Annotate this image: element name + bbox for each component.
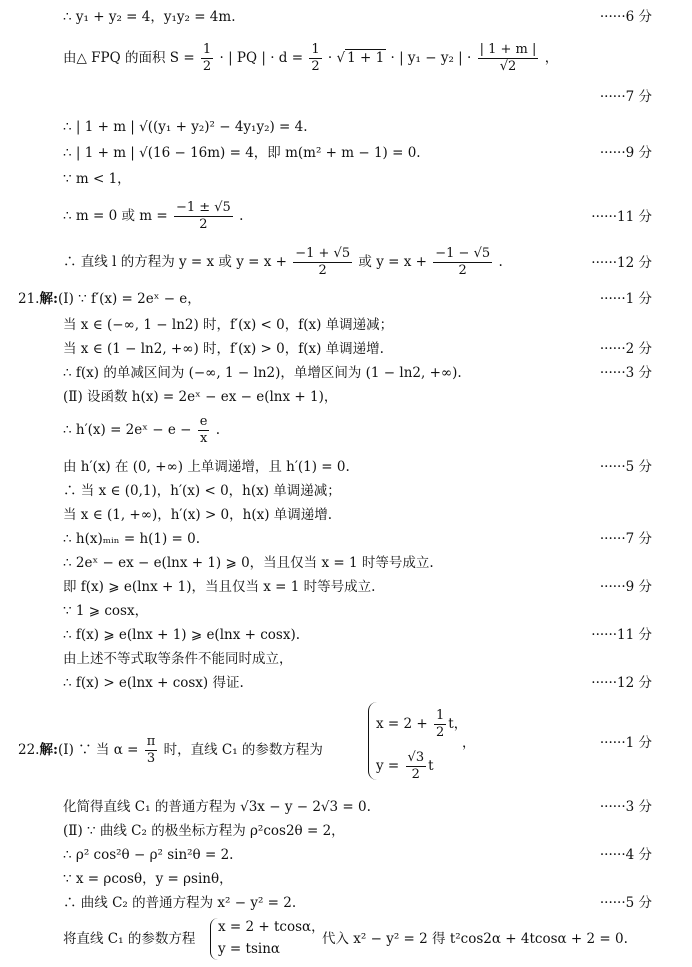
math-text: ∴ 直线 l 的方程为 y = x 或 y = x + xyxy=(63,254,287,270)
math-line: 当 x ∈ (−∞, 1 − ln2) 时，f′(x) < 0，f(x) 单调递减； xyxy=(63,317,394,333)
answer-label: 解: xyxy=(39,742,58,758)
math-text: · | PQ | · d = xyxy=(219,50,304,66)
math-line: ∴ f(x) > e(lnx + cosx) 得证. xyxy=(63,675,244,691)
score-mark: ······7 分 xyxy=(599,89,652,105)
math-line xyxy=(63,246,503,279)
fraction: $\frac{1}{2}$ xyxy=(311,42,320,74)
fraction: $\frac{| 1 + m |}{√2}$ xyxy=(479,42,537,74)
math-line: 由 h′(x) 在 (0, +∞) 上单调递增，且 h′(1) = 0. xyxy=(63,459,350,475)
score-mark: ······6 分 xyxy=(599,9,652,25)
math-line: 代入 x² − y² = 2 得 t²cos2α + 4tcosα + 2 = 0. xyxy=(322,931,628,947)
equation-row: x = 2 + tcosα， xyxy=(218,919,325,935)
system-brace xyxy=(210,918,218,960)
question-22 xyxy=(18,734,323,767)
fraction: $\frac{1}{2}$ xyxy=(202,42,212,74)
math-text: . xyxy=(215,422,221,438)
math-line: 化简得直线 C₁ 的普通方程为 √3x − y − 2√3 = 0. xyxy=(63,799,371,815)
score-mark: ······3 分 xyxy=(599,799,652,815)
fraction: $\frac{e}{x}$ xyxy=(199,414,208,446)
math-line: ∴ f(x) ⩾ e(lnx + 1) ⩾ e(lnx + cosx). xyxy=(63,627,301,643)
equation-row: y = tsinα xyxy=(218,941,281,957)
equation-row: y = $\frac{√3}{2}$ t xyxy=(376,750,434,782)
math-line: 由上述不等式取等条件不能同时成立， xyxy=(63,651,293,667)
math-line: ∴ f(x) 的单减区间为 (−∞, 1 − ln2)，单增区间为 (1 − ln2, +∞). xyxy=(63,365,462,381)
math-text: ∴ h′(x) = 2eˣ − e − xyxy=(63,422,192,438)
score-mark: ······1 分 xyxy=(599,291,652,307)
fraction: $\frac{\pi}{3}$ xyxy=(146,734,156,766)
math-line: ∴ ρ² cos²θ − ρ² sin²θ = 2. xyxy=(63,847,234,863)
score-mark: ······12 分 xyxy=(591,675,652,691)
math-text: (Ⅰ) ∵ 当 α = xyxy=(57,742,139,758)
fraction: $\frac{1}{2}$ xyxy=(436,708,445,740)
math-line: 由△ FPQ 的面积 S = $\frac{1}{2}$ · | PQ | · d = $\frac{1}{2}$ · √ 1 + 1 · | y₁ − y₂ | · $\frac{| 1 + m |}{√2}$ ， xyxy=(63,42,559,74)
answer-label: 解: xyxy=(39,291,58,307)
math-line: 当 x ∈ (1 − ln2, +∞) 时，f′(x) > 0，f(x) 单调递增. xyxy=(63,341,384,357)
score-mark: ······5 分 xyxy=(599,459,652,475)
math-line: ∴ y₁ + y₂ = 4，y₁y₂ = 4m. xyxy=(63,9,236,25)
math-line xyxy=(63,200,243,233)
math-line: ∴ 2eˣ − ex − e(lnx + 1) ⩾ 0，当且仅当 x = 1 时等号成立. xyxy=(63,555,434,571)
question-number: 22. xyxy=(18,742,40,758)
math-text: · xyxy=(327,50,333,66)
score-mark: ······2 分 xyxy=(599,341,652,357)
score-mark: ······9 分 xyxy=(599,145,652,161)
math-line: (Ⅱ) 设函数 h(x) = 2eˣ − ex − e(lnx + 1)， xyxy=(63,389,338,405)
math-text: ， xyxy=(544,50,559,66)
math-line: ∵ 1 ⩾ cosx， xyxy=(63,603,149,619)
equation-row: x = 2 + $\frac{1}{2}$ t， xyxy=(376,708,468,740)
score-mark: ······1 分 xyxy=(599,735,652,751)
math-text: . xyxy=(239,208,244,224)
question-21 xyxy=(18,290,201,308)
score-mark: ······5 分 xyxy=(599,895,652,911)
math-line: 当 x ∈ (1, +∞)，h′(x) > 0，h(x) 单调递增. xyxy=(63,507,333,523)
math-line xyxy=(63,414,220,447)
math-text: ∴ m = 0 或 m = xyxy=(63,208,168,224)
score-mark: ······9 分 xyxy=(599,579,652,595)
math-text: ， xyxy=(462,735,476,751)
fraction: $\frac{-1 + √5}{2}$ xyxy=(295,246,351,278)
math-text: (Ⅰ) ∵ f′(x) = 2eˣ − e， xyxy=(57,291,201,307)
score-mark: ······11 分 xyxy=(591,209,652,225)
math-line: ∴ | 1 + m | √(16 − 16m) = 4，即 m(m² + m − 1) = 0. xyxy=(63,145,421,161)
fraction: $\frac{√3}{2}$ xyxy=(407,750,425,782)
score-mark: ······3 分 xyxy=(599,365,652,381)
math-text: 由△ FPQ 的面积 S = xyxy=(63,50,195,66)
fraction: $\frac{-1 - √5}{2}$ xyxy=(435,246,491,278)
math-line: (Ⅱ) ∵ 曲线 C₂ 的极坐标方程为 ρ²cos2θ = 2， xyxy=(63,823,345,839)
math-line: ∴ 当 x ∈ (0,1)，h′(x) < 0，h(x) 单调递减； xyxy=(63,483,341,499)
score-mark: ······11 分 xyxy=(591,627,652,643)
math-text: 将直线 C₁ 的参数方程 xyxy=(63,931,196,947)
math-text: 时，直线 C₁ 的参数方程为 xyxy=(163,742,323,758)
score-mark: ······12 分 xyxy=(591,255,652,271)
math-line: ∴ h(x)ₘᵢₙ = h(1) = 0. xyxy=(63,531,201,547)
score-mark: ······7 分 xyxy=(599,531,652,547)
math-text: 或 y = x + xyxy=(358,254,427,270)
math-line: 即 f(x) ⩾ e(lnx + 1)，当且仅当 x = 1 时等号成立. xyxy=(63,579,376,595)
math-line: ∴ 曲线 C₂ 的普通方程为 x² − y² = 2. xyxy=(63,895,297,911)
math-line: ∴ | 1 + m | √((y₁ + y₂)² − 4y₁y₂) = 4. xyxy=(63,119,308,135)
math-line: ∵ x = ρcosθ，y = ρsinθ， xyxy=(63,871,233,887)
math-line: ∵ m < 1， xyxy=(63,171,131,187)
fraction: $\frac{-1 \pm √5}{2}$ xyxy=(175,200,231,232)
question-number: 21. xyxy=(18,291,40,307)
score-mark: ······4 分 xyxy=(599,847,652,863)
math-text: · | y₁ − y₂ | · xyxy=(390,50,472,66)
math-text: . xyxy=(498,254,503,270)
sqrt-expression: 1 + 1 xyxy=(347,50,385,66)
